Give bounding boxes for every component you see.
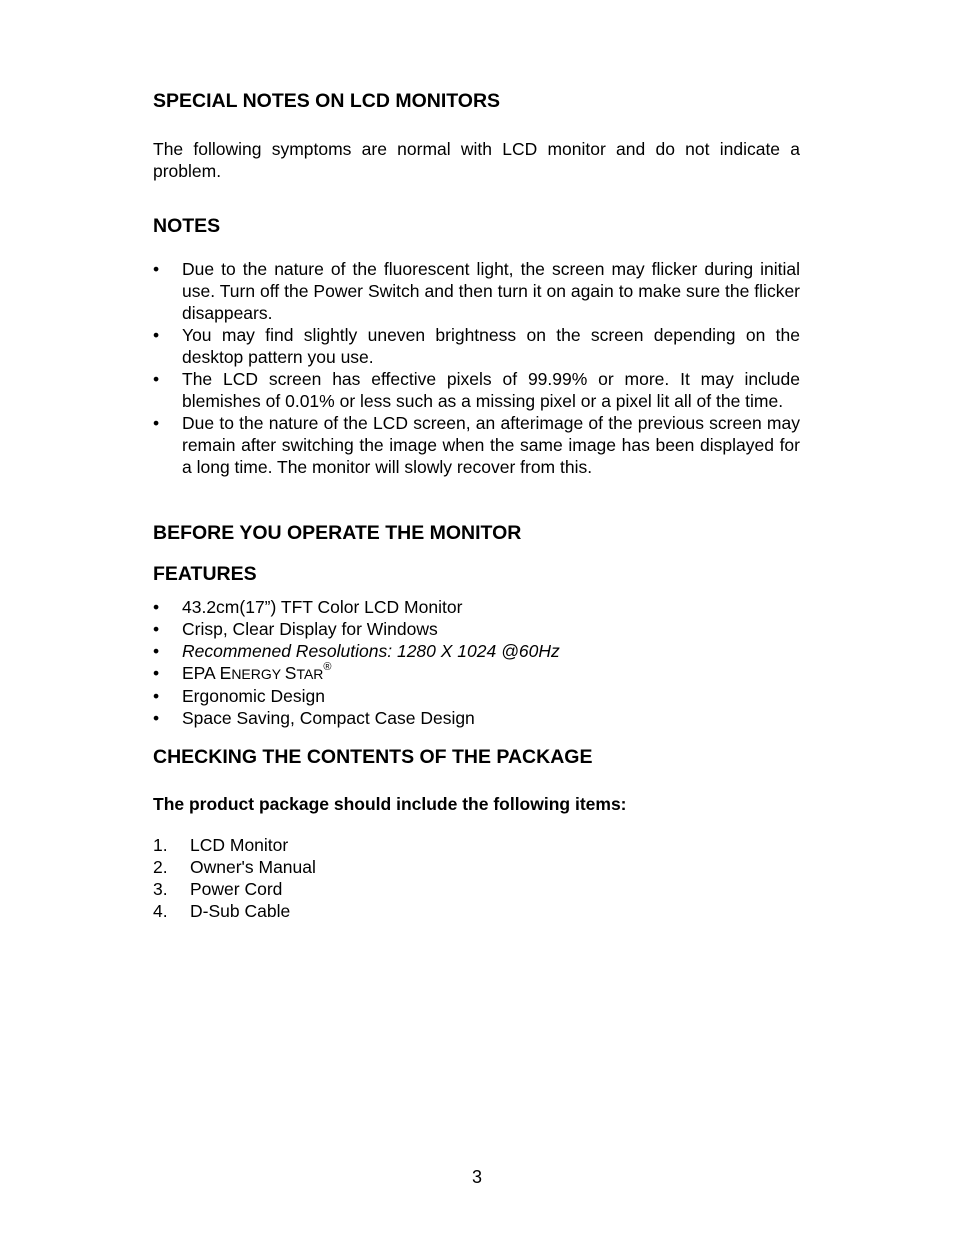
before-operate-heading: BEFORE YOU OPERATE THE MONITOR bbox=[153, 522, 522, 544]
bullet-icon: • bbox=[153, 413, 160, 433]
registered-mark: ® bbox=[323, 661, 332, 673]
features-list bbox=[153, 596, 800, 729]
list-item: • The LCD screen has effective pixels of 99.99% or more. It may include blemishes of 0.01% or less such as a missing pixel or a pixel lit all of the time. bbox=[153, 369, 800, 411]
notes-list bbox=[153, 258, 800, 478]
bullet-icon: • bbox=[153, 619, 160, 639]
list-item: 1. LCD Monitor bbox=[153, 835, 289, 855]
list-item: • Space Saving, Compact Case Design bbox=[153, 708, 475, 728]
package-heading: CHECKING THE CONTENTS OF THE PACKAGE bbox=[153, 746, 593, 768]
special-notes-intro: The following symptoms are normal with LCD monitor and do not indicate a problem. bbox=[153, 139, 800, 181]
list-item: • You may find slightly uneven brightness on the screen depending on the desktop pattern you use. bbox=[153, 325, 800, 367]
package-subtitle: The product package should include the following items: bbox=[153, 794, 627, 814]
features-heading: FEATURES bbox=[153, 563, 257, 585]
bullet-icon: • bbox=[153, 686, 160, 706]
notes-heading: NOTES bbox=[153, 215, 221, 237]
list-item: 2. Owner's Manual bbox=[153, 857, 316, 877]
list-item: • Recommened Resolutions: 1280 X 1024 @60Hz bbox=[153, 641, 560, 661]
list-item: 4. D-Sub Cable bbox=[153, 901, 291, 921]
bullet-icon: • bbox=[153, 369, 160, 389]
package-list bbox=[153, 834, 800, 922]
energy-star-text: EPA ENERGY STAR® bbox=[182, 661, 332, 683]
list-item: 3. Power Cord bbox=[153, 879, 283, 899]
list-item bbox=[153, 662, 800, 685]
bullet-icon: • bbox=[153, 708, 160, 728]
list-item: • Crisp, Clear Display for Windows bbox=[153, 619, 438, 639]
bullet-icon: • bbox=[153, 325, 160, 345]
bullet-icon: • bbox=[153, 663, 160, 683]
page-number: 3 bbox=[471, 1167, 482, 1187]
bullet-icon: • bbox=[153, 597, 160, 617]
bullet-icon: • bbox=[153, 641, 160, 661]
special-notes-heading: SPECIAL NOTES ON LCD MONITORS bbox=[153, 90, 501, 112]
bullet-icon: • bbox=[153, 259, 160, 279]
list-item: • 43.2cm(17”) TFT Color LCD Monitor bbox=[153, 597, 463, 617]
list-item: • Ergonomic Design bbox=[153, 686, 325, 706]
list-item: • Due to the nature of the fluorescent light, the screen may flicker during initial use. Turn off the Power Switch and then turn it on again to make sure the flicker disappears. bbox=[153, 259, 800, 323]
list-item: • Due to the nature of the LCD screen, an afterimage of the previous screen may remain after switching the image when the same image has been displayed for a long time. The monitor will slowly recover from this. bbox=[153, 413, 800, 477]
